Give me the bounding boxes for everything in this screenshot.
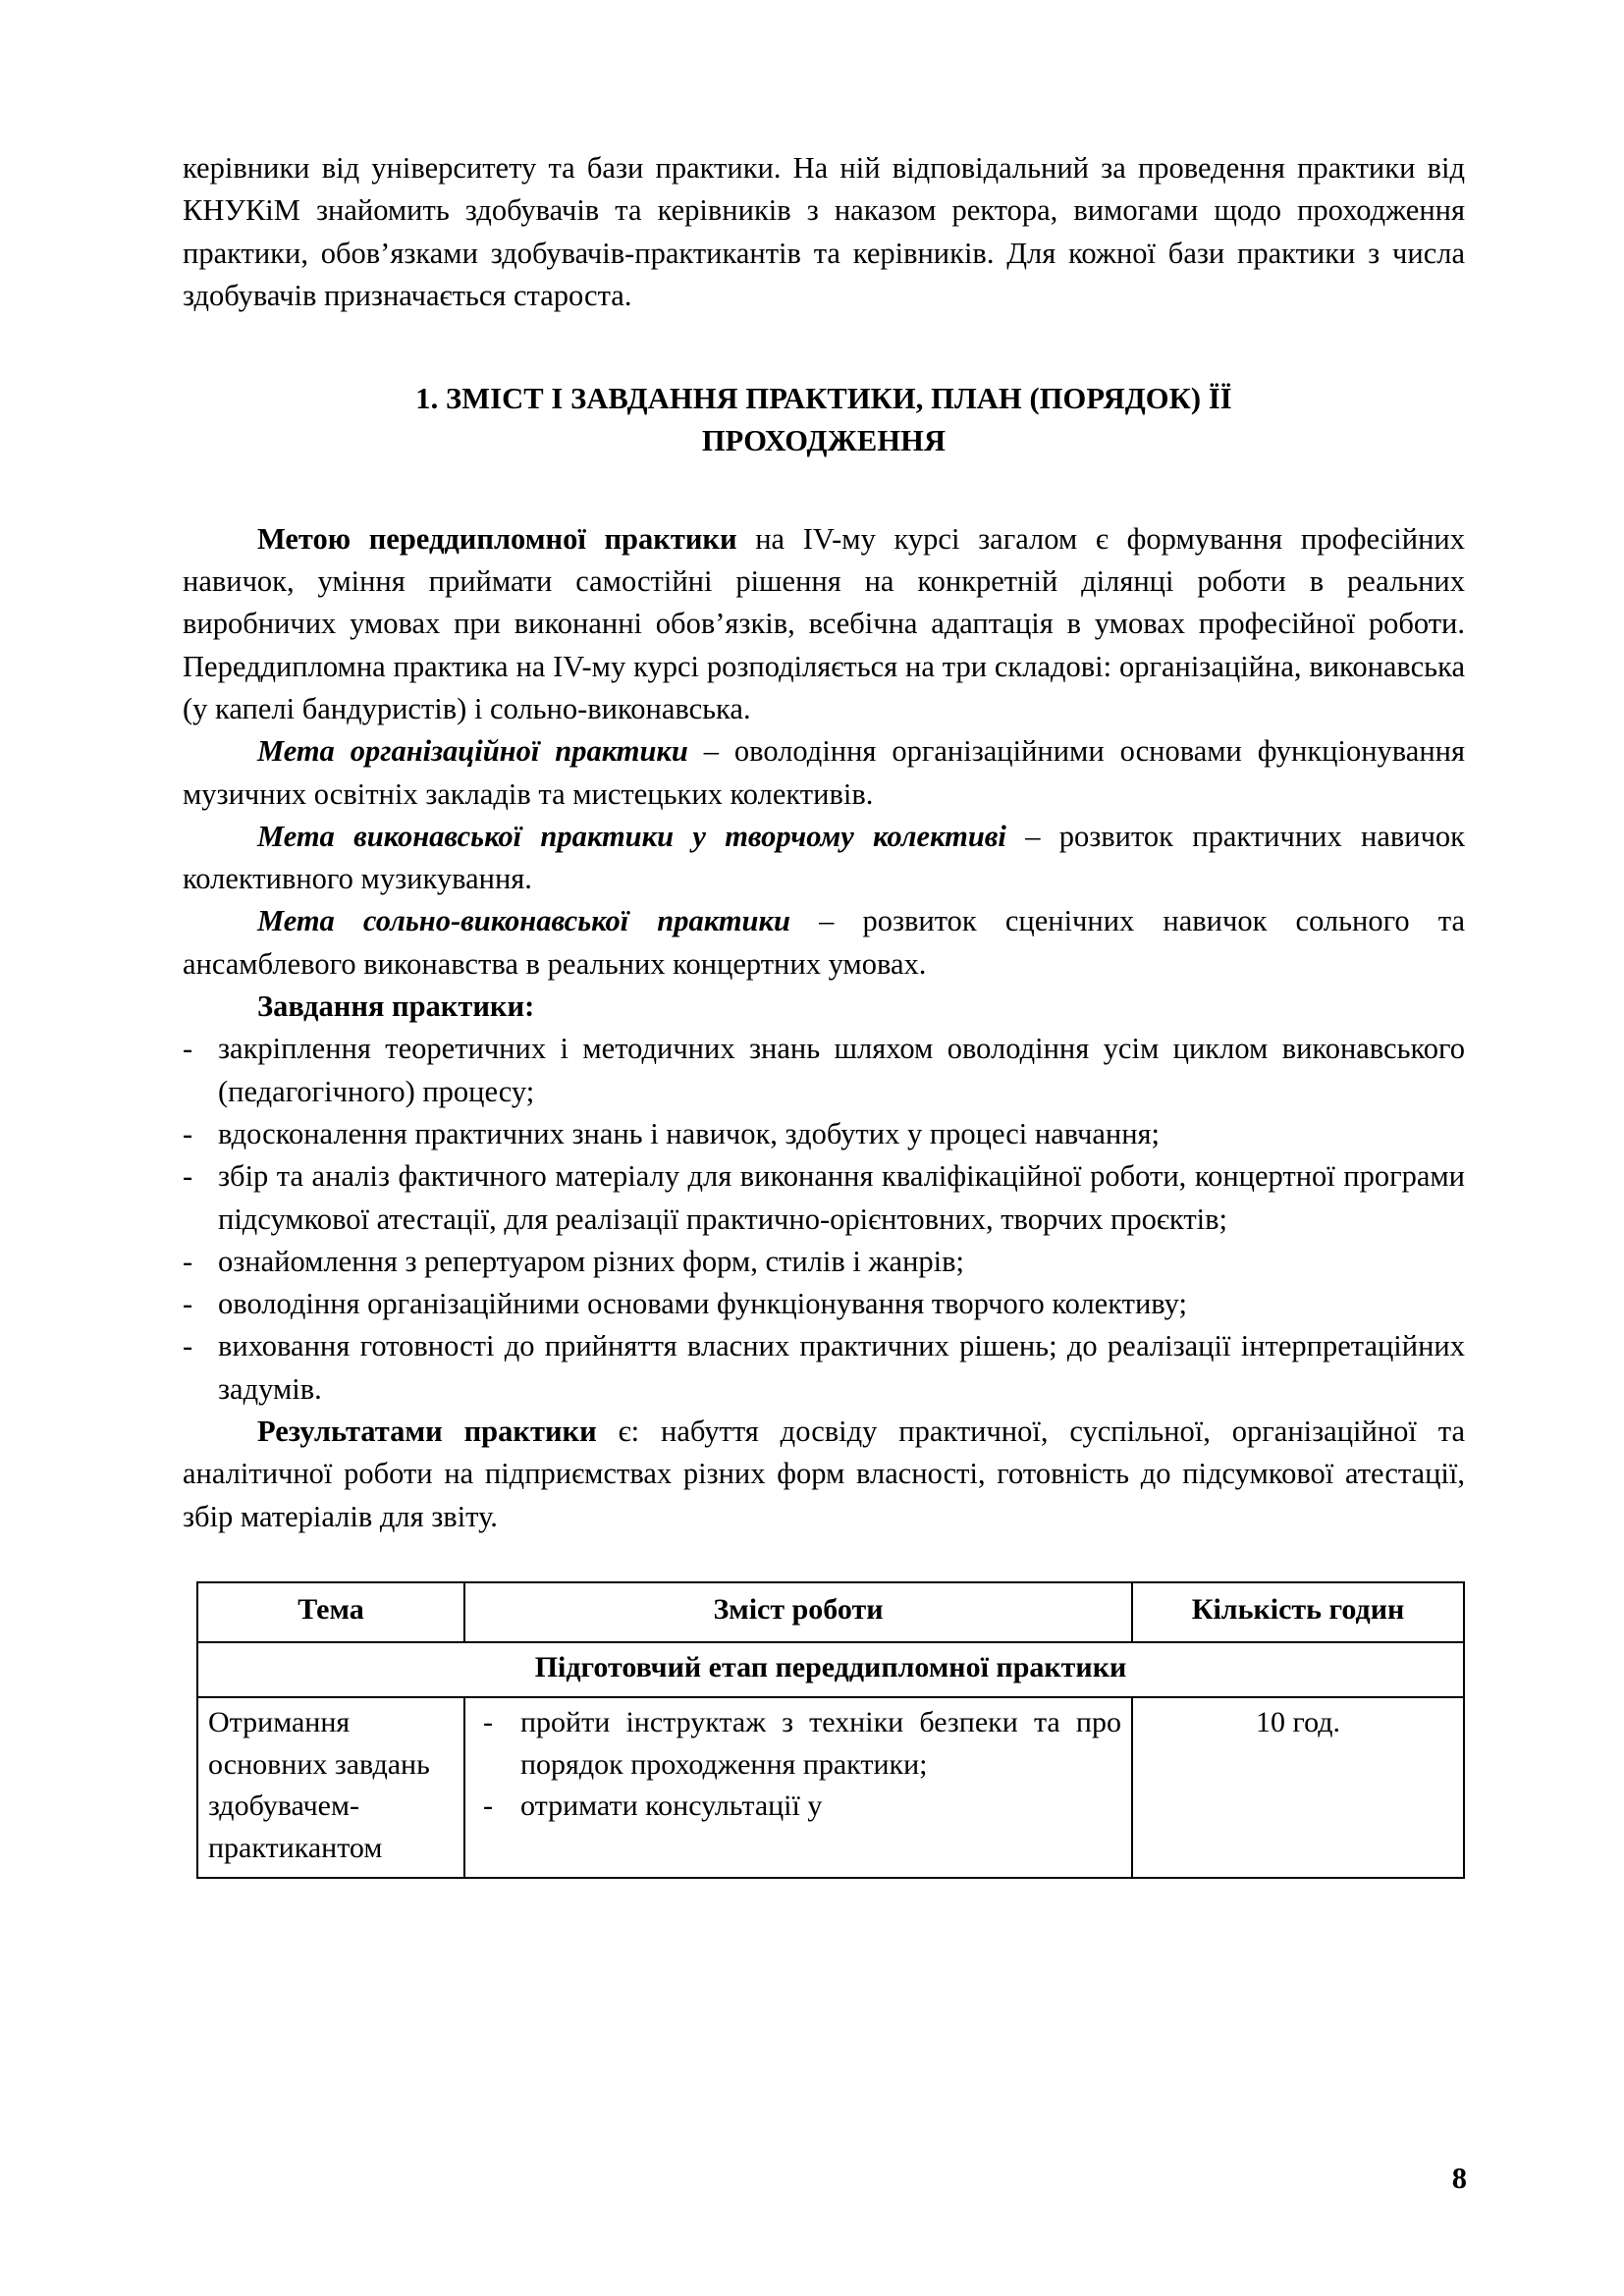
- task-item: [183, 1028, 1465, 1113]
- purpose-lead: Метою переддипломної практики: [257, 521, 737, 556]
- aim-organizational-rest: – оволодіння організаційними основами функціонування музичних освітніх закладів та мистецьких колективів.: [183, 734, 1465, 811]
- results-lead: Результатами практики: [257, 1415, 597, 1449]
- cell-work: [464, 1697, 1132, 1878]
- list-dash-icon: -: [483, 1706, 493, 1739]
- task-item-text: закріплення теоретичних і методичних знань шляхом оволодіння усім циклом виконавського (педагогічного) процесу;: [218, 1032, 1465, 1108]
- tasks-list: [183, 1028, 1465, 1411]
- schedule-table-head: [197, 1582, 1464, 1642]
- task-item: [183, 1325, 1465, 1411]
- spacer-before-title: [183, 317, 1465, 378]
- purpose-rest: на IV-му курсі загалом є формування професійних навичок, уміння приймати самостійні рішення на конкретній ділянці роботи в реальних виробничих умовах при виконанні обов’язків, всебічна адаптація в умовах професійної роботи. Переддипломна практика на IV-му курсі розподіляється на три складові: організаційна, виконавська (у капелі бандуристів) і сольно-виконавська.: [183, 521, 1465, 725]
- spacer-after-title: [183, 463, 1465, 518]
- table-row: [197, 1697, 1464, 1878]
- tasks-heading-text: Завдання практики:: [257, 989, 535, 1024]
- section-heading: [183, 378, 1465, 463]
- aim-organizational-lead: Мета організаційної практики: [257, 734, 688, 769]
- table-header-row: [197, 1582, 1464, 1642]
- column-header-hours: Кількість годин: [1132, 1582, 1464, 1642]
- list-dash-icon: -: [183, 1116, 193, 1150]
- task-item-text: ознайомлення з репертуаром різних форм, стилів і жанрів;: [218, 1244, 965, 1278]
- list-dash-icon: -: [183, 1032, 193, 1066]
- aim-collective-rest: – розвиток практичних навичок колективного музикування.: [183, 819, 1465, 896]
- cell-hours: 10 год.: [1132, 1697, 1464, 1878]
- table-stage-row: [197, 1642, 1464, 1698]
- aim-collective-paragraph: [183, 816, 1465, 901]
- intro-paragraph: керівники від університету та бази практики. На ній відповідальний за проведення практики від КНУКіМ знайомить здобувачів та керівників з наказом ректора, вимогами щодо проходження практики, обов’язками здобувачів-практикантів та керівників. Для кожної бази практики з числа здобувачів призначається староста.: [183, 151, 1465, 312]
- aim-solo-lead: Мета сольно-виконавської практики: [257, 904, 790, 938]
- purpose-paragraph: [183, 518, 1465, 730]
- cell-theme: Отримання основних завдань здобувачем-практикантом: [197, 1697, 464, 1878]
- aim-solo-rest: – розвиток сценічних навичок сольного та ансамблевого виконавства в реальних концертних умовах.: [183, 904, 1465, 981]
- work-items-list: [475, 1702, 1121, 1828]
- section-heading-line-1: 1. ЗМІСТ І ЗАВДАННЯ ПРАКТИКИ, ПЛАН (ПОРЯДОК) ЇЇ: [415, 382, 1232, 416]
- aim-solo-paragraph: [183, 900, 1465, 986]
- task-item: [183, 1241, 1465, 1283]
- work-item: [475, 1786, 1121, 1828]
- tasks-heading: [183, 986, 1465, 1028]
- schedule-table: [196, 1581, 1465, 1880]
- work-item-text: отримати консультації у: [520, 1789, 823, 1823]
- schedule-table-body: [197, 1642, 1464, 1879]
- section-heading-line-2: ПРОХОДЖЕННЯ: [701, 424, 947, 458]
- results-rest: є: набуття досвіду практичної, суспільної, організаційної та аналітичної роботи на підприємствах різних форм власності, готовність до підсумкової атестації, збір матеріалів для звіту.: [183, 1415, 1466, 1533]
- task-item: [183, 1283, 1465, 1325]
- page-content: [183, 147, 1465, 1879]
- column-header-theme: Тема: [197, 1582, 464, 1642]
- stage-label: Підготовчий етап переддипломної практики: [197, 1642, 1464, 1698]
- work-item: [475, 1702, 1121, 1786]
- task-item-text: виховання готовності до прийняття власних практичних рішень; до реалізації інтерпретаційних задумів.: [218, 1329, 1465, 1406]
- list-dash-icon: -: [183, 1159, 193, 1194]
- list-dash-icon: -: [183, 1244, 193, 1278]
- results-paragraph: [183, 1411, 1465, 1538]
- column-header-work: Зміст роботи: [464, 1582, 1132, 1642]
- task-item-text: збір та аналіз фактичного матеріалу для виконання кваліфікаційної роботи, концертної програми підсумкової атестації, для реалізації практично-орієнтовних, творчих проєктів;: [218, 1159, 1465, 1236]
- work-item-text: пройти інструктаж з техніки безпеки та про порядок проходження практики;: [520, 1706, 1121, 1781]
- task-item-text: вдосконалення практичних знань і навичок, здобутих у процесі навчання;: [218, 1116, 1161, 1150]
- list-dash-icon: -: [483, 1789, 493, 1823]
- aim-collective-lead: Мета виконавської практики у творчому колективі: [257, 819, 1006, 853]
- task-item-text: оволодіння організаційними основами функціонування творчого колективу;: [218, 1287, 1187, 1321]
- list-dash-icon: -: [183, 1287, 193, 1321]
- page-number: 8: [1451, 2162, 1467, 2195]
- task-item: [183, 1155, 1465, 1241]
- list-dash-icon: -: [183, 1329, 193, 1363]
- task-item: [183, 1113, 1465, 1155]
- aim-organizational-paragraph: [183, 730, 1465, 816]
